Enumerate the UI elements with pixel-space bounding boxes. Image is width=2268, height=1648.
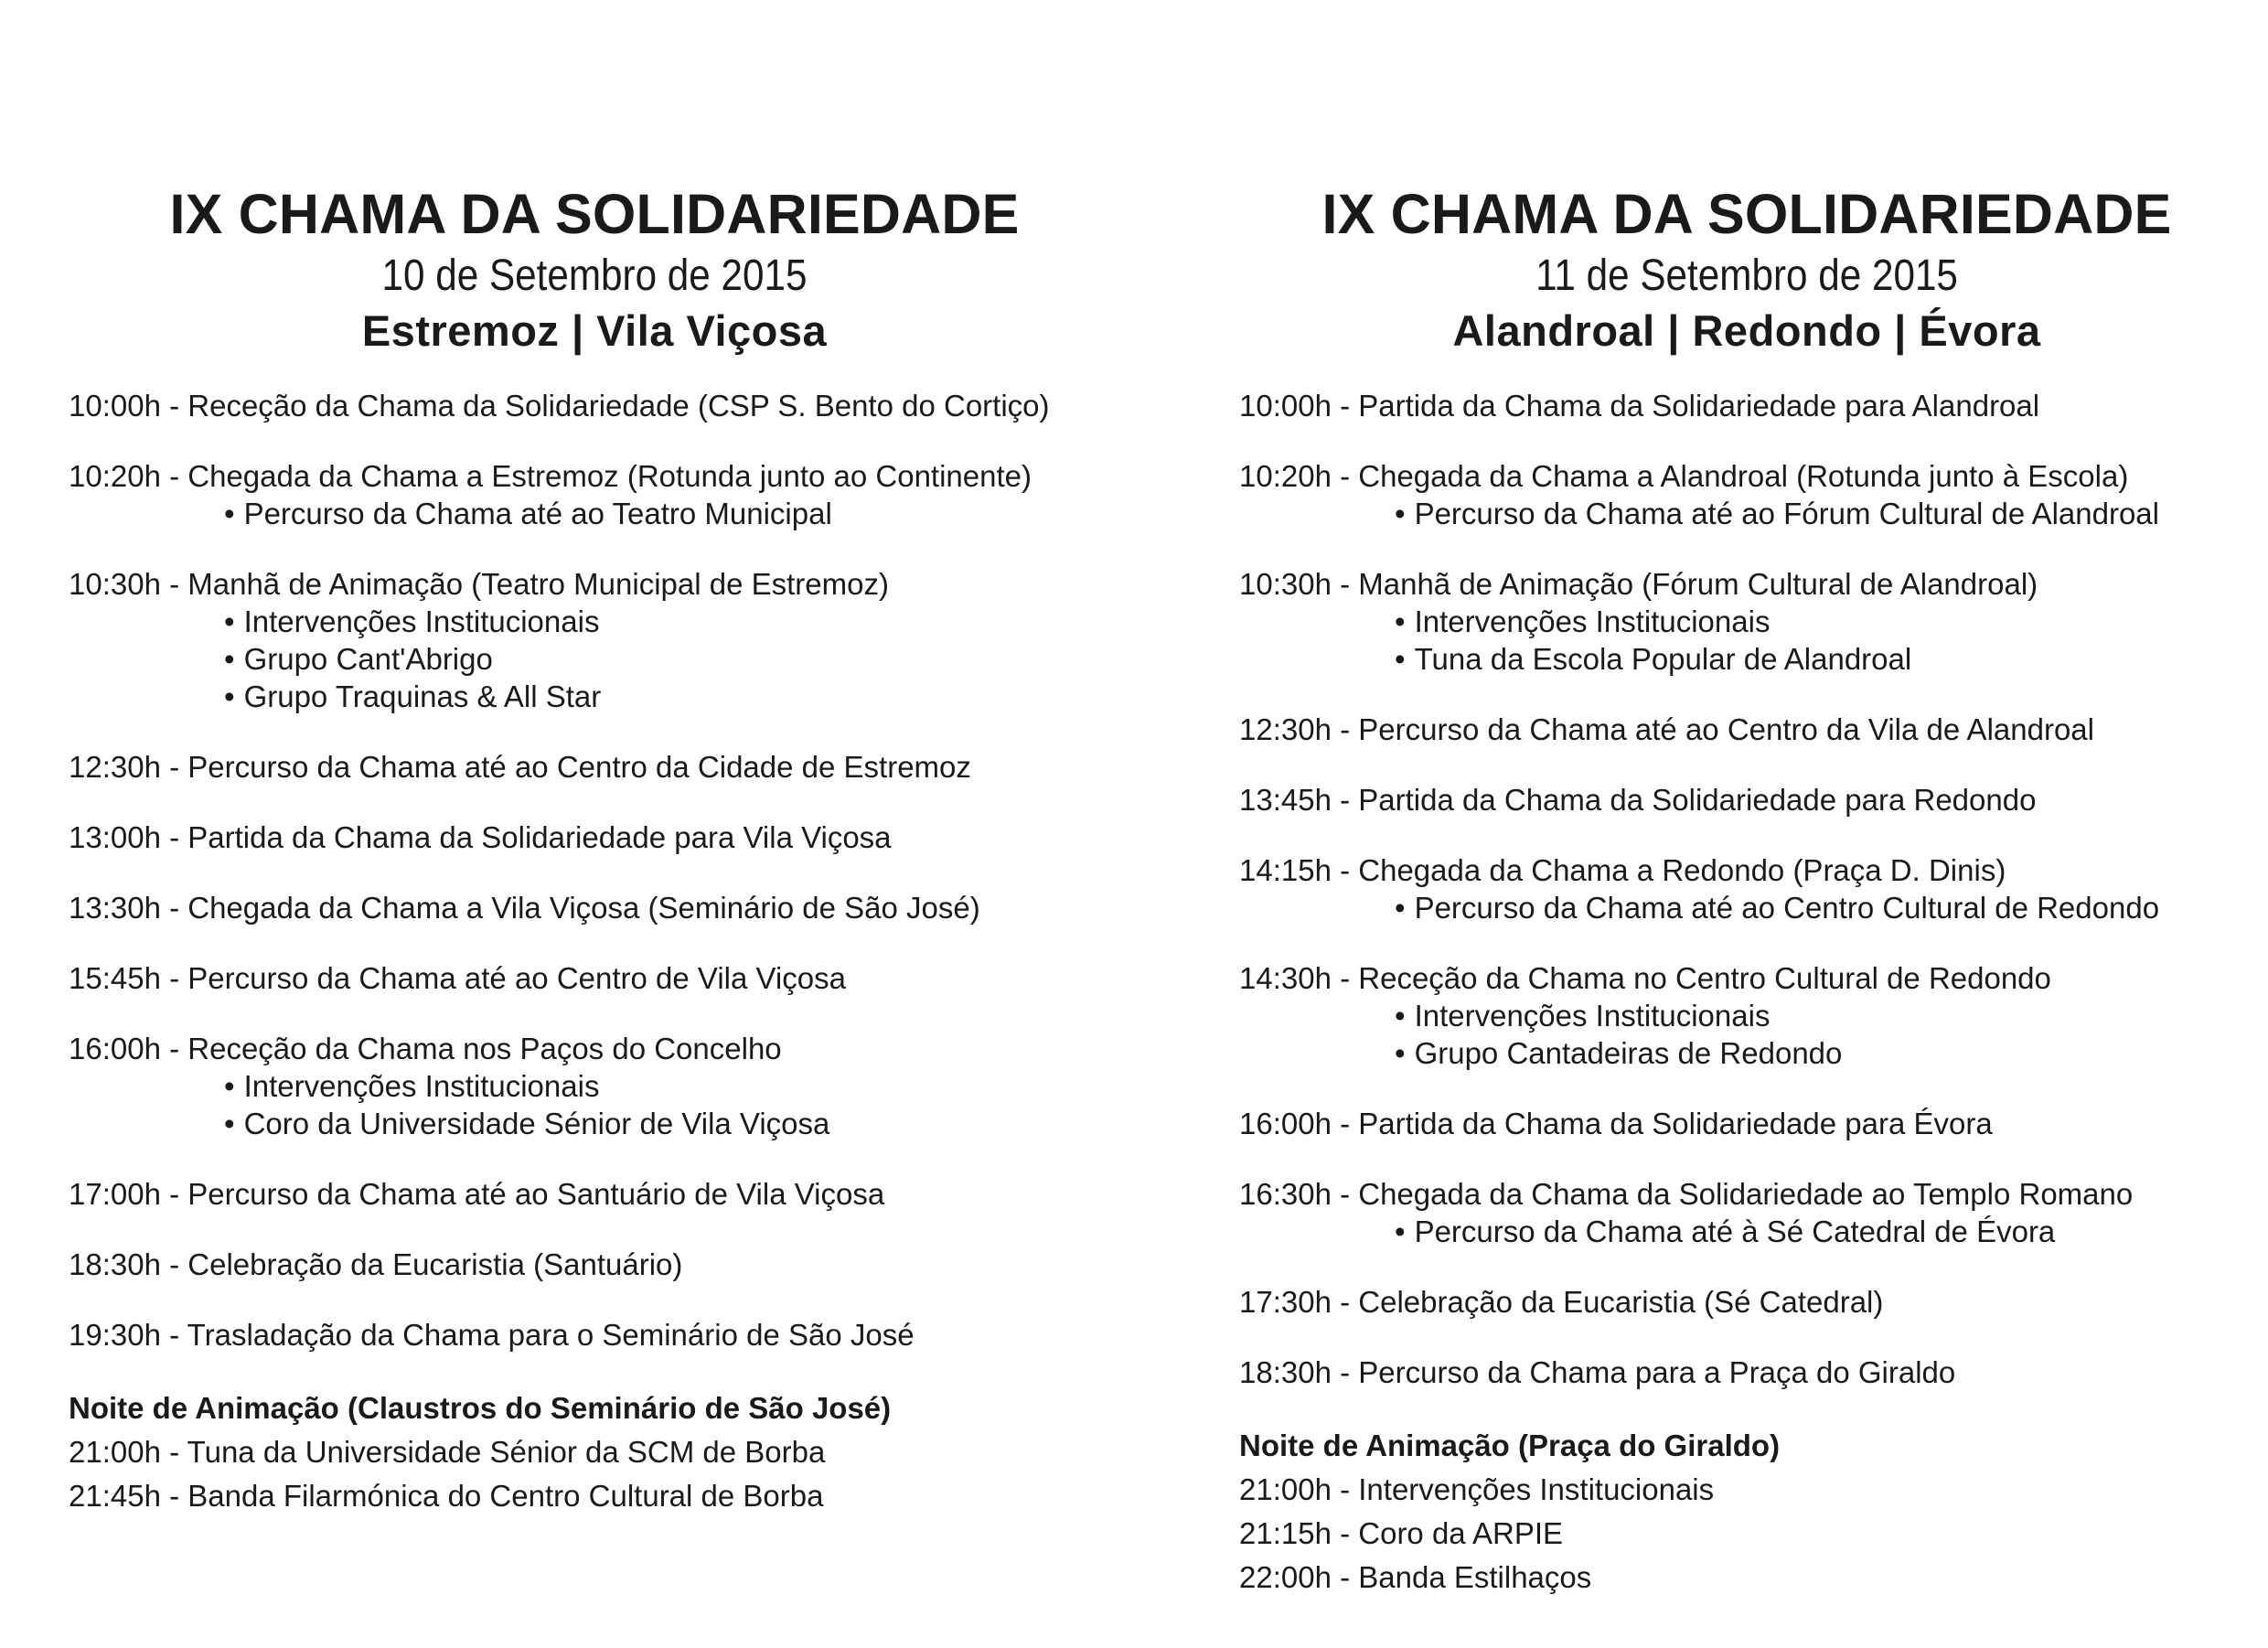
schedule-item (1239, 457, 2254, 532)
schedule-item-text: 10:30h - Manhã de Animação (Teatro Municipal de Estremoz) (69, 567, 889, 601)
schedule-item (69, 748, 1120, 786)
programme-day-1 (69, 179, 1120, 1518)
schedule-item (1239, 959, 2254, 1072)
schedule-sub-item: • Intervenções Institucionais (1239, 603, 2254, 640)
schedule-item-text: 10:00h - Partida da Chama da Solidariedade para Alandroal (1239, 389, 2040, 423)
schedule-sub-item: • Intervenções Institucionais (69, 603, 1120, 640)
schedule-item (69, 1316, 1120, 1354)
schedule-item (69, 1030, 1120, 1142)
schedule-item-text: 10:30h - Manhã de Animação (Fórum Cultural de Alandroal) (1239, 567, 2038, 601)
day-1-header (69, 179, 1120, 358)
schedule-item (69, 819, 1120, 856)
schedule-sub-item: • Grupo Cantadeiras de Redondo (1239, 1034, 2254, 1072)
schedule-sub-item: • Grupo Traquinas & All Star (69, 678, 1120, 715)
day-2-night-programme (1239, 1424, 2254, 1600)
schedule-item-text: 10:00h - Receção da Chama da Solidariedade (CSP S. Bento do Cortiço) (69, 389, 1050, 423)
schedule-sub-item: • Coro da Universidade Sénior de Vila Viçosa (69, 1105, 1120, 1142)
schedule-item-text: 17:00h - Percurso da Chama até ao Santuário de Vila Viçosa (69, 1177, 885, 1211)
night-item: 21:00h - Tuna da Universidade Sénior da SCM de Borba (69, 1435, 826, 1469)
night-item: 21:00h - Intervenções Institucionais (1239, 1472, 1715, 1506)
day-2-night-list (1239, 1468, 2254, 1600)
schedule-item (1239, 781, 2254, 819)
schedule-item-text: 15:45h - Percurso da Chama até ao Centro de Vila Viçosa (69, 961, 846, 995)
day-1-night-list (69, 1430, 1120, 1518)
day-2-title: IX CHAMA DA SOLIDARIEDADE (1321, 183, 2172, 245)
day-1-date: 10 de Setembro de 2015 (381, 251, 808, 300)
day-2-schedule (1239, 387, 2254, 1391)
day-1-title: IX CHAMA DA SOLIDARIEDADE (169, 183, 1020, 245)
schedule-item-text: 10:20h - Chegada da Chama a Estremoz (Rotunda junto ao Continente) (69, 459, 1032, 493)
schedule-sub-item: • Intervenções Institucionais (69, 1067, 1120, 1105)
schedule-item-text: 13:45h - Partida da Chama da Solidariedade para Redondo (1239, 783, 2037, 817)
schedule-item (1239, 387, 2254, 424)
schedule-item-text: 10:20h - Chegada da Chama a Alandroal (Rotunda junto à Escola) (1239, 459, 2129, 493)
schedule-sub-item: • Percurso da Chama até à Sé Catedral de Évora (1239, 1213, 2254, 1250)
schedule-item (69, 387, 1120, 424)
schedule-item-text: 16:00h - Receção da Chama nos Paços do Concelho (69, 1032, 782, 1065)
schedule-item-text: 18:30h - Celebração da Eucaristia (Santuário) (69, 1247, 683, 1281)
schedule-sub-item: • Percurso da Chama até ao Teatro Municipal (69, 495, 1120, 532)
schedule-item-text: 17:30h - Celebração da Eucaristia (Sé Catedral) (1239, 1285, 1884, 1319)
day-1-places: Estremoz | Vila Viçosa (361, 306, 828, 355)
schedule-sub-item: • Percurso da Chama até ao Centro Cultural de Redondo (1239, 889, 2254, 926)
schedule-sub-item: • Grupo Cant'Abrigo (69, 640, 1120, 678)
schedule-item (69, 457, 1120, 532)
schedule-item (1239, 565, 2254, 678)
schedule-item (1239, 1283, 2254, 1321)
schedule-item (1239, 711, 2254, 748)
schedule-sub-item: • Tuna da Escola Popular de Alandroal (1239, 640, 2254, 678)
day-2-night-title: Noite de Animação (Praça do Giraldo) (1239, 1429, 1781, 1462)
schedule-item (69, 1246, 1120, 1283)
schedule-item-text: 14:30h - Receção da Chama no Centro Cultural de Redondo (1239, 961, 2051, 995)
day-1-schedule (69, 387, 1120, 1354)
schedule-item (1239, 1354, 2254, 1391)
day-1-night-programme (69, 1386, 1120, 1518)
programme-day-2 (1239, 179, 2254, 1600)
schedule-item (1239, 1175, 2254, 1250)
schedule-item (69, 889, 1120, 926)
schedule-item-text: 19:30h - Trasladação da Chama para o Seminário de São José (69, 1318, 915, 1352)
schedule-item-text: 13:00h - Partida da Chama da Solidariedade para Vila Viçosa (69, 820, 892, 854)
night-item: 22:00h - Banda Estilhaços (1239, 1560, 1592, 1594)
day-1-night-title: Noite de Animação (Claustros do Seminário de São José) (69, 1391, 892, 1425)
schedule-item-text: 16:30h - Chegada da Chama da Solidariedade ao Templo Romano (1239, 1177, 2134, 1211)
schedule-item (69, 565, 1120, 715)
schedule-sub-item: • Percurso da Chama até ao Fórum Cultural de Alandroal (1239, 495, 2254, 532)
schedule-item (69, 959, 1120, 997)
schedule-item-text: 12:30h - Percurso da Chama até ao Centro da Cidade de Estremoz (69, 750, 971, 784)
schedule-sub-item: • Intervenções Institucionais (1239, 997, 2254, 1034)
schedule-item-text: 18:30h - Percurso da Chama para a Praça do Giraldo (1239, 1355, 1956, 1389)
day-2-places: Alandroal | Redondo | Évora (1452, 306, 2041, 355)
day-2-header (1239, 179, 2254, 358)
schedule-item-text: 16:00h - Partida da Chama da Solidariedade para Évora (1239, 1107, 1993, 1140)
schedule-item-text: 12:30h - Percurso da Chama até ao Centro da Vila de Alandroal (1239, 712, 2094, 746)
day-2-date: 11 de Setembro de 2015 (1535, 251, 1958, 300)
schedule-item-text: 14:15h - Chegada da Chama a Redondo (Praça D. Dinis) (1239, 853, 2006, 887)
schedule-item (1239, 851, 2254, 926)
schedule-item (1239, 1105, 2254, 1142)
night-item: 21:15h - Coro da ARPIE (1239, 1516, 1564, 1550)
schedule-item-text: 13:30h - Chegada da Chama a Vila Viçosa (Seminário de São José) (69, 891, 980, 925)
schedule-item (69, 1175, 1120, 1213)
night-item: 21:45h - Banda Filarmónica do Centro Cultural de Borba (69, 1479, 824, 1513)
